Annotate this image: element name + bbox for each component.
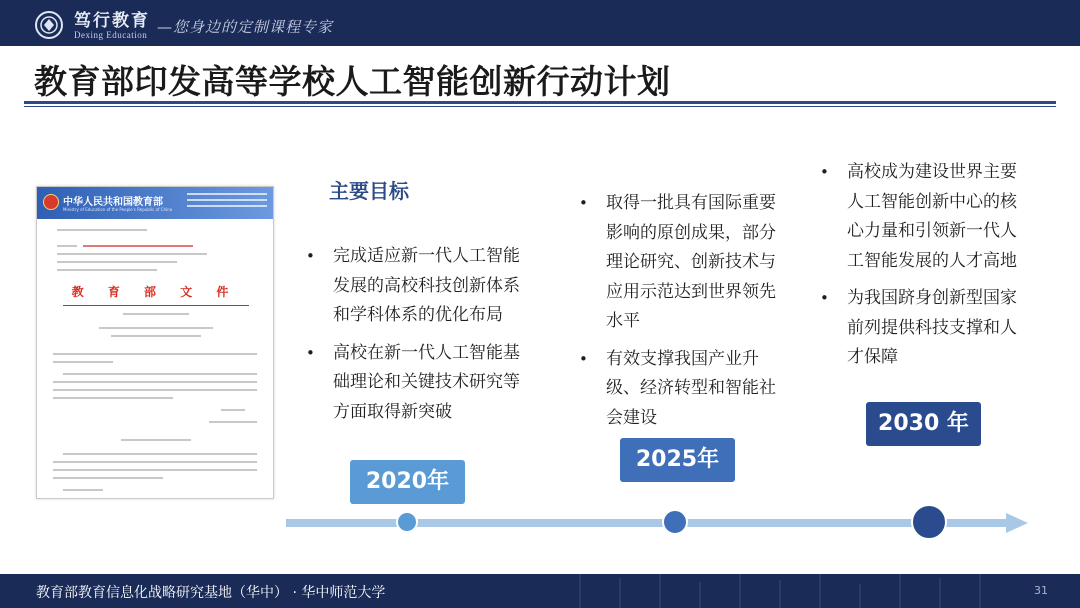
- section-heading: 主要目标: [329, 179, 409, 203]
- timeline-dot-2020: [397, 512, 417, 532]
- timeline-dot-2030: [912, 505, 946, 539]
- bullet-icon: •: [820, 289, 829, 307]
- year-badge-2020: 2020年: [350, 460, 465, 504]
- brand-name: 笃行教育: [74, 11, 150, 31]
- timeline-dot-2025: [663, 510, 687, 534]
- document-ministry-english: Ministry of Education of the People's Republic of China: [63, 207, 173, 212]
- bullet-icon: •: [579, 349, 588, 368]
- arrow-right-icon: [1006, 513, 1028, 533]
- page-title: 教育部印发高等学校人工智能创新行动计划: [34, 62, 671, 101]
- document-ministry-name: 中华人民共和国教育部: [63, 197, 163, 208]
- bullet-text: 高校在新一代人工智能基础理论和关键技术研究等方面取得新突破: [333, 342, 520, 422]
- bullet-text: 高校成为建设世界主要人工智能创新中心的核心力量和引领新一代人工智能发展的人才高地: [847, 162, 1017, 271]
- bullet-icon: •: [306, 343, 315, 362]
- bullet-icon: •: [820, 163, 829, 181]
- bullet-text: 为我国跻身创新型国家前列提供科技支撑和人才保障: [847, 288, 1017, 367]
- footer-decoration: [560, 574, 1060, 608]
- footer-text: 教育部教育信息化战略研究基地（华中） · 华中师范大学: [36, 585, 386, 601]
- bullet-text: 取得一批具有国际重要影响的原创成果，部分理论研究、创新技术与应用示范达到世界领先水平: [606, 193, 776, 331]
- bullet-text: 有效支撑我国产业升级、经济转型和智能社会建设: [606, 348, 776, 428]
- document-dept-heading: 教 育 部 文 件: [71, 285, 239, 299]
- brand-name-english: Dexing Education: [74, 30, 148, 40]
- year-badge-2025: 2025年: [620, 438, 735, 482]
- brand-slogan: —您身边的定制课程专家: [157, 18, 334, 36]
- page-number: 31: [1034, 584, 1048, 597]
- year-badge-2030: 2030 年: [866, 402, 981, 446]
- bullet-icon: •: [579, 194, 588, 212]
- footer: [0, 574, 1080, 608]
- bullet-text: 完成适应新一代人工智能发展的高校科技创新体系和学科体系的优化布局: [333, 246, 520, 325]
- bullet-icon: •: [306, 247, 315, 265]
